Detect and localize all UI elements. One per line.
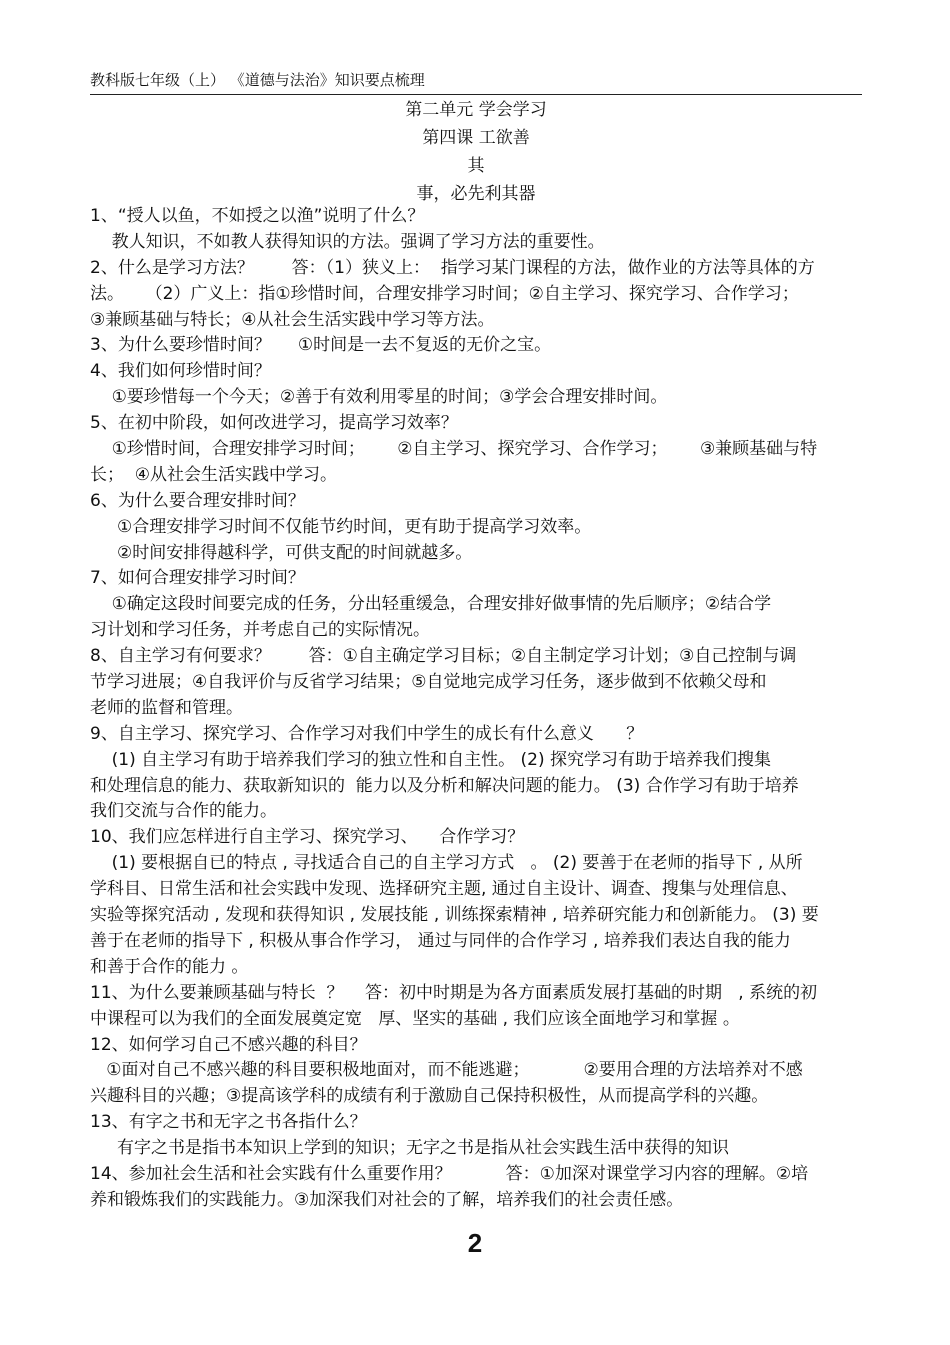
text-line: ③兼顾基础与特长；④从社会生活实践中学习等方法。 — [90, 309, 495, 330]
text-line: 兴趣科目的兴趣；③提高该学科的成绩有利于激励自己保持积极性，从而提高学科的兴趣。 — [90, 1086, 769, 1107]
text-line: 和处理信息的能力、获取新知识的 能力以及分析和解决问题的能力。 (3) 合作学习有助于培养 — [90, 775, 799, 796]
lesson-title-line-3: 其 — [467, 156, 485, 176]
text-line: 中课程可以为我们的全面发展奠定宽 厚、坚实的基础 , 我们应该全面地学习和掌握 。 — [90, 1008, 740, 1029]
text-line: ①面对自己不感兴趣的科目要积极地面对，而不能逃避； ②要用合理的方法培养对不感 — [90, 1060, 803, 1081]
text-line: 实验等探究活动 , 发现和获得知识 , 发展技能 , 训练探索精神 , 培养研究能力和创新能力。 (3) 要 — [90, 905, 819, 926]
text-line: ①珍惜时间，合理安排学习时间； ②自主学习、探究学习、合作学习； ③兼顾基础与特 — [90, 439, 818, 460]
text-line: ②时间安排得越科学，可供支配的时间就越多。 — [90, 542, 473, 563]
text-line: 教人知识，不如教人获得知识的方法。强调了学习方法的重要性。 — [90, 231, 605, 252]
lesson-title-line-4: 事，必先利其器 — [416, 184, 536, 204]
text-line: 老师的监督和管理。 — [90, 697, 243, 718]
text-line: 善于在老师的指导下 , 积极从事合作学习， 通过与同伴的合作学习 , 培养我们表达自我的能力 — [90, 930, 791, 951]
text-line: 5、在初中阶段，如何改进学习，提高学习效率？ — [90, 413, 458, 434]
text-line: 13、有字之书和无字之书各指什么？ — [90, 1112, 367, 1133]
text-line: ①确定这段时间要完成的任务，分出轻重缓急，合理安排好做事情的先后顺序；②结合学 — [90, 594, 772, 615]
text-line: ①要珍惜每一个今天；②善于有效利用零星的时间；③学会合理安排时间。 — [90, 387, 668, 408]
text-line: 2、什么是学习方法？ 答：（1）狭义上： 指学习某门课程的方法，做作业的方法等具体的方 — [90, 257, 815, 278]
document-header: 教科版七年级（上） 《道德与法治》知识要点梳理 — [90, 70, 862, 95]
text-line: 法。 （2）广义上：指①珍惜时间，合理安排学习时间；②自主学习、探究学习、合作学习； — [90, 283, 799, 304]
text-line: 节学习进展；④自我评价与反省学习结果；⑤自觉地完成学习任务，逐步做到不依赖父母和 — [90, 672, 767, 693]
text-line: 6、为什么要合理安排时间？ — [90, 490, 305, 511]
text-line: 12、如何学习自己不感兴趣的科目？ — [90, 1034, 367, 1055]
text-line: 我们交流与合作的能力。 — [90, 801, 277, 822]
text-line: 10、我们应怎样进行自主学习、探究学习、 合作学习？ — [90, 827, 525, 848]
qa-content — [90, 204, 866, 1214]
page-number: 2 — [467, 1228, 483, 1258]
text-line: 9、自主学习、探究学习、合作学习对我们中学生的成长有什么意义 ？ — [90, 723, 644, 744]
text-line: (1) 自主学习有助于培养我们学习的独立性和自主性。 (2) 探究学习有助于培养我们搜集 — [90, 749, 771, 770]
text-line: 3、为什么要珍惜时间？ ①时间是一去不复返的无价之宝。 — [90, 335, 552, 356]
text-line: 1、“授人以鱼，不如授之以渔”说明了什么？ — [90, 206, 425, 226]
title-block — [90, 96, 862, 208]
text-line: (1) 要根据自已的特点 , 寻找适合自己的自主学习方式 。 (2) 要善于在老师的指导下 , 从所 — [90, 853, 803, 874]
text-line: 8、自主学习有何要求？ 答：①自主确定学习目标；②自主制定学习计划；③自己控制与调 — [90, 646, 797, 667]
text-line: ①合理安排学习时间不仅能节约时间，更有助于提高学习效率。 — [90, 516, 592, 537]
text-line: 学科目、日常生活和社会实践中发现、选择研究主题, 通过自主设计、调查、搜集与处理信息、 — [90, 879, 798, 900]
unit-title: 第二单元 学会学习 — [405, 100, 547, 120]
text-line: 长； ④从社会生活实践中学习。 — [90, 464, 338, 485]
text-line: 7、如何合理安排学习时间？ — [90, 568, 305, 589]
text-line: 和善于合作的能力 。 — [90, 956, 249, 977]
text-line: 有字之书是指书本知识上学到的知识；无字之书是指从社会实践生活中获得的知识 — [90, 1138, 730, 1159]
text-line: 习计划和学习任务，并考虑自己的实际情况。 — [90, 620, 430, 641]
text-line: 14、参加社会生活和社会实践有什么重要作用？ 答：①加深对课堂学习内容的理解。②培 — [90, 1163, 809, 1184]
text-line: 11、为什么要兼顾基础与特长 ？ 答：初中时期是为各方面素质发展打基础的时期 , 系统的初 — [90, 982, 818, 1003]
text-line: 养和锻炼我们的实践能力。③加深我们对社会的了解，培养我们的社会责任感。 — [90, 1189, 684, 1210]
lesson-title: 第四课 工欲善 — [422, 128, 530, 148]
text-line: 4、我们如何珍惜时间？ — [90, 361, 271, 382]
